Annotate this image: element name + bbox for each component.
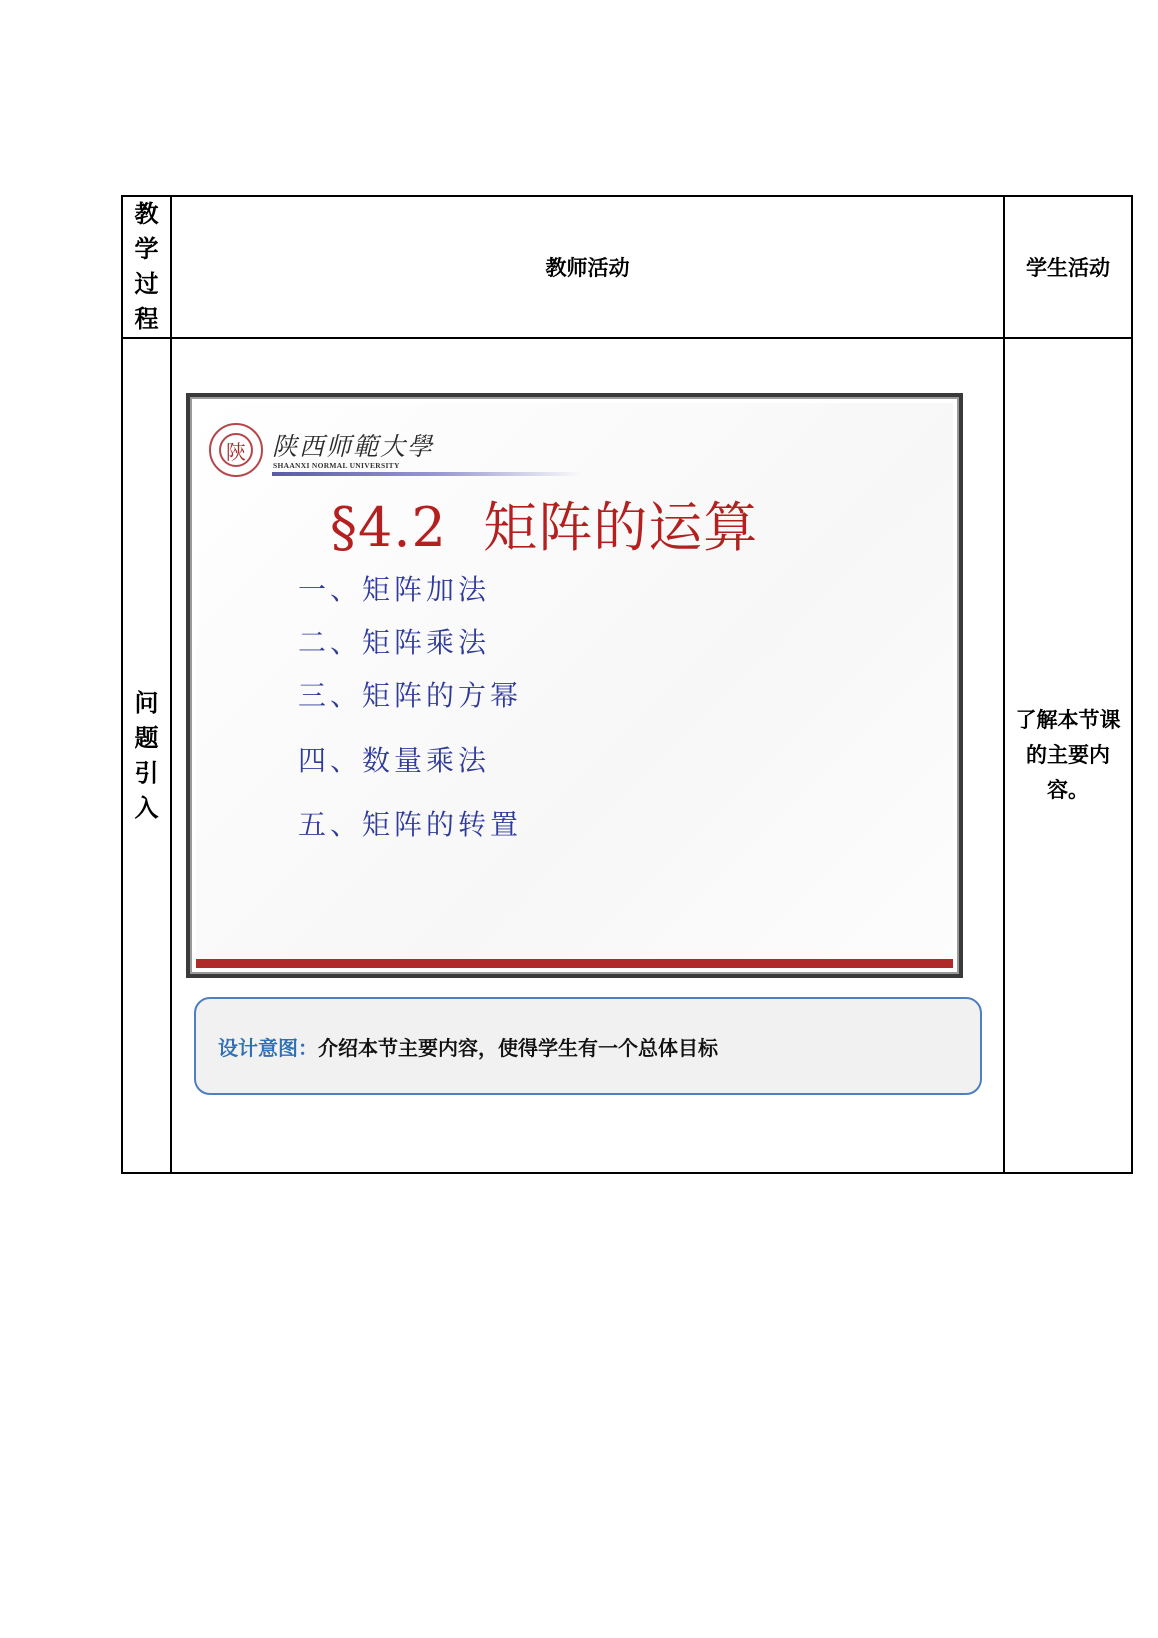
university-seal-icon: 陝 [209, 423, 263, 477]
slide-item: 三、矩阵的方幂 [298, 679, 523, 712]
header-rule [272, 472, 582, 476]
slide-footer-bar [196, 959, 953, 968]
slide-item: 五、矩阵的转置 [298, 808, 523, 841]
student-activity-text: 了解本节课的主要内容。 [1015, 708, 1121, 802]
design-intent-text: 介绍本节主要内容，使得学生有一个总体目标 [318, 1035, 718, 1060]
design-intent-box [194, 997, 982, 1095]
student-activity-cell [1004, 338, 1132, 1173]
university-name-en: SHAANXI NORMAL UNIVERSITY [273, 461, 400, 470]
process-label: 问 题 引 入 [134, 688, 159, 822]
header-row [122, 196, 1132, 338]
teacher-header-cell [171, 196, 1004, 338]
slide-title: §4.2 矩阵的运算 [330, 496, 759, 559]
university-name-cn: 陕西师範大學 [272, 432, 435, 461]
lesson-plan-table [121, 195, 1133, 1174]
process-header-cell [122, 196, 171, 338]
process-header: 教 学 过 程 [134, 200, 159, 333]
slide-item: 一、矩阵加法 [298, 573, 491, 606]
student-activity-header: 学生活动 [1026, 256, 1110, 280]
content-row [122, 338, 1132, 1173]
design-intent-label: 设计意图： [218, 1035, 318, 1060]
lecture-slide [186, 393, 963, 978]
slide-item: 四、数量乘法 [298, 744, 491, 777]
teacher-activity-header: 教师活动 [545, 256, 630, 280]
student-header-cell [1004, 196, 1132, 338]
slide-canvas [196, 403, 953, 968]
slide-item: 二、矩阵乘法 [298, 626, 491, 659]
teacher-activity-cell [171, 338, 1004, 1173]
process-cell [122, 338, 171, 1173]
